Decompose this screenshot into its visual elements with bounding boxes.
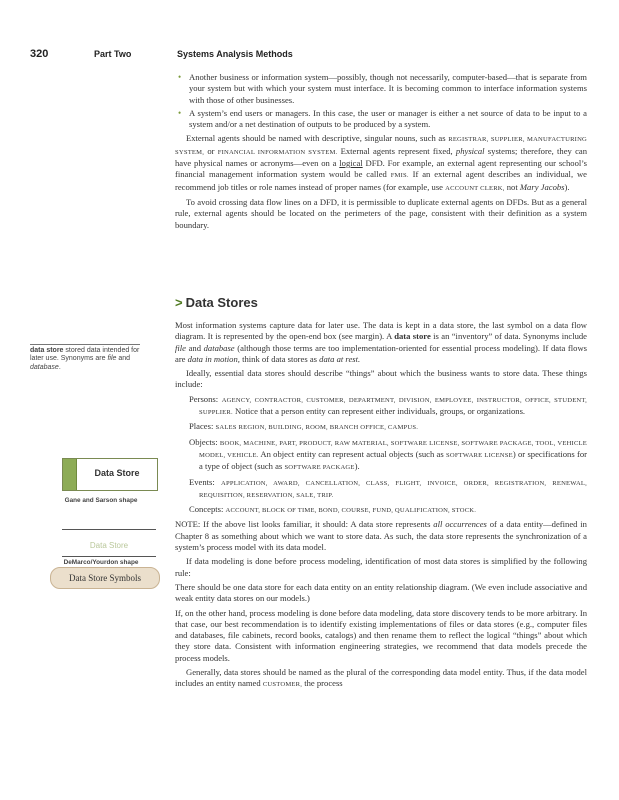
paragraph-data-stores: Most information systems capture data for later use. The data is kept in a data store, the last symbol on a data flow diagram. It is represented by the open-end box (see margin). A data store is an “inventory” of data. Synonyms include file and database (although those terms are too implementation-oriented for essential process modeling). If data flows are data in motion, think of data stores as data at rest. [175, 320, 587, 364]
things-list [175, 394, 587, 517]
demarco-caption: DeMarco/Yourdon shape [63, 559, 139, 566]
section-title: Data Stores [185, 295, 258, 310]
thing-events: Events: APPLICATION, AWARD, CANCELLATION, CLASS, FLIGHT, INVOICE, ORDER, REGISTRATION, RENEWAL, REQUISITION, RESERVATION, SALE, TRIP. [189, 476, 587, 499]
body-top [175, 72, 587, 234]
margin-definition: data store stored data intended for later use. Synonyms are file and database. [30, 344, 140, 372]
paragraph-crossing: To avoid crossing data flow lines on a DFD, it is permissible to duplicate external agents on DFDs. But as a general rule, external agents should be located on the perimeters of the page, consistent with their definition as a system boundary. [175, 196, 587, 230]
demarco-top-line [62, 529, 156, 530]
thing-places: Places: SALES REGION, BUILDING, ROOM, BRANCH OFFICE, CAMPUS. [189, 421, 419, 432]
data-store-symbols-badge: Data Store Symbols [50, 567, 160, 589]
chapter-title: Systems Analysis Methods [177, 49, 293, 59]
note-paragraph: NOTE: If the above list looks familiar, it should: A data store represents all occurrences of a data entity—defined in Chapter 8 as something about which we want to store data. As such, the data store represents the synchronization of a system’s process model with its data model. [175, 519, 587, 553]
paragraph-modeling: If data modeling is done before process modeling, identification of most data stores is simplified by the following rule: [175, 556, 587, 578]
thing-concepts: Concepts: ACCOUNT, BLOCK OF TIME, BOND, COURSE, FUND, QUALIFICATION, STOCK. [189, 504, 477, 515]
demarco-bottom-line [62, 556, 156, 557]
symbol-id-tab [63, 459, 77, 490]
gane-sarson-caption: Gane and Sarson shape [64, 497, 138, 504]
paragraph-generally: Generally, data stores should be named as the plural of the corresponding data model entity. Thus, if the data model includes an entity named CUSTOMER, the process [175, 667, 587, 689]
bullet-item: • A system’s end users or managers. In this case, the user or manager is either a net source of data to be input to a system and/or a net destination of outputs to be produced by a system. [175, 108, 587, 131]
section-heading: > Data Stores [175, 295, 258, 310]
paragraph-other: If, on the other hand, process modeling is done before data modeling, data store discovery tends to be more arbitrary. In that case, our best recommendation is to identify existing implementations of files or data stores (e.g., computer files and databases, file cabinets, record books, catalogs) and then rename them to reflect the logical “things” about which they store data. Consistent with information engineering strategies, we recommend that data models precede the process models. [175, 607, 587, 663]
demarco-symbol-label: Data Store [89, 541, 129, 550]
bullet-item: • Another business or information system—possibly, though not necessarily, computer-based—that is separate from your system but with which your system must interface. It is becoming common to interface information systems with those of other businesses. [175, 72, 587, 106]
agent-bullets [175, 72, 587, 130]
gane-sarson-symbol [62, 458, 158, 491]
part-label: Part Two [94, 49, 132, 59]
thing-persons: Persons: AGENCY, CONTRACTOR, CUSTOMER, DEPARTMENT, DIVISION, EMPLOYEE, INSTRUCTOR, OFFICE, STUDENT, SUPPLIER. Notice that a person entity can represent either individuals, groups, or organizations. [189, 393, 587, 417]
rule-paragraph: There should be one data store for each data entity on an entity relationship diagram. (We even include associative and weak entity data stores on our models.) [175, 581, 587, 604]
paragraph-ideally: Ideally, essential data stores should describe “things” about which the business wants to store data. These things include: [175, 368, 587, 390]
body-main [175, 320, 587, 694]
paragraph-external-agents: External agents should be named with descriptive, singular nouns, such as REGISTRAR, SUPPLIER, MANUFACTURING SYSTEM, or FINANCIAL INFORMATION SYSTEM. External agents represent fixed, physical systems; therefore, they can have physical names or acronyms—even on a logical DFD. For example, an external agent representing our school’s financial management information system would be called FMIS. If an external agent describes an individual, we recommend job titles or role names instead of proper names (for example, use ACCOUNT CLERK, not Mary Jacobs). [175, 133, 587, 192]
thing-objects: Objects: BOOK, MACHINE, PART, PRODUCT, RAW MATERIAL, SOFTWARE LICENSE, SOFTWARE PACKAGE, TOOL, VEHICLE MODEL, VEHICLE. An object entity can represent actual objects (such as SOFTWARE LICENSE) or specifications for a type of object (such as SOFTWARE PACKAGE). [189, 436, 587, 472]
margin-term: data store [30, 347, 64, 354]
page-number: 320 [30, 48, 49, 60]
symbol-label: Data Store [94, 468, 140, 478]
